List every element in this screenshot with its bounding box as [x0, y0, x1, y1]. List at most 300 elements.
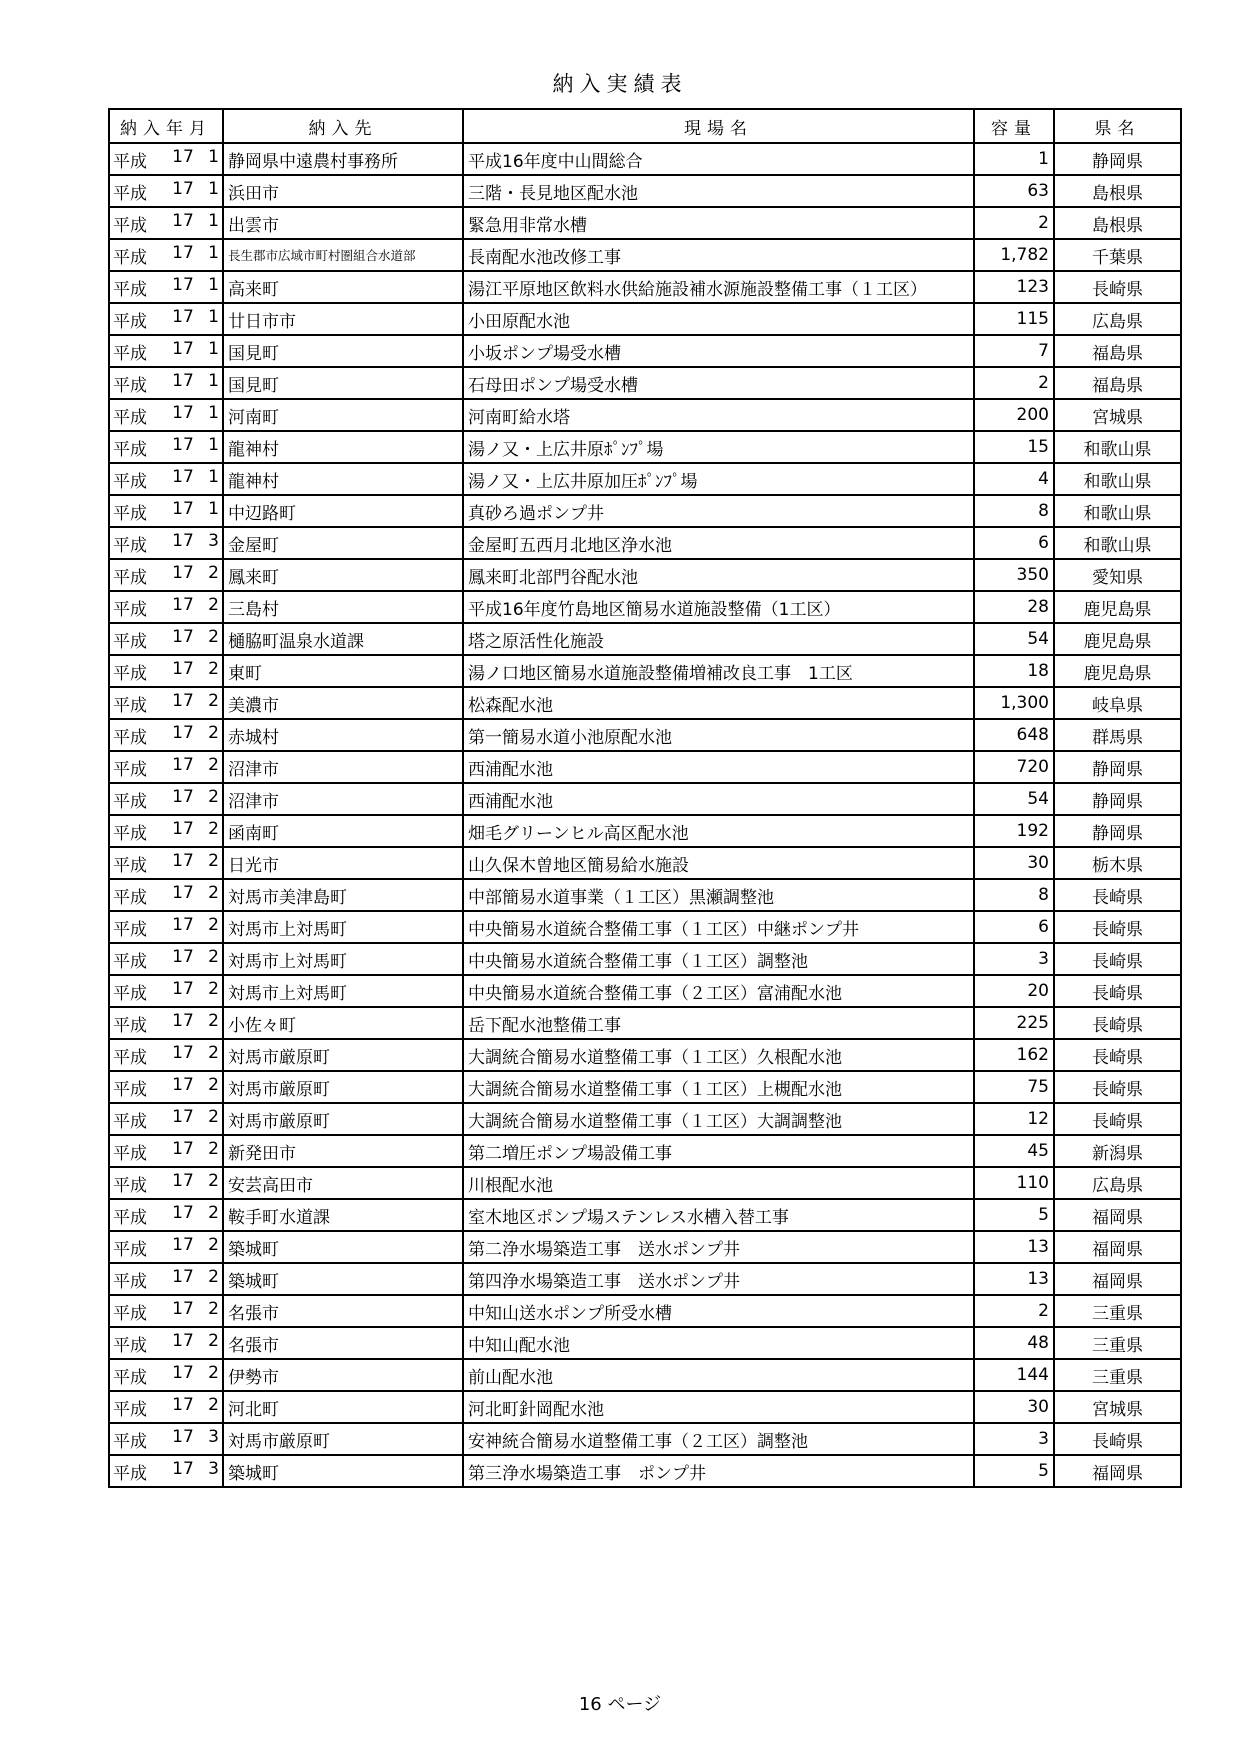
capacity-cell: 3	[974, 943, 1054, 975]
capacity-cell: 350	[974, 559, 1054, 591]
destination-cell: 三島村	[223, 591, 463, 623]
site-name-cell: 第一簡易水道小池原配水池	[463, 719, 974, 751]
site-name-cell: 三階・長見地区配水池	[463, 175, 974, 207]
header-site-name: 現場名	[463, 109, 974, 143]
year-value: 17	[172, 626, 194, 647]
site-name-cell: 中央簡易水道統合整備工事（２工区）富浦配水池	[463, 975, 974, 1007]
prefecture-cell: 三重県	[1054, 1295, 1181, 1327]
month-value: 2	[208, 1010, 219, 1031]
capacity-cell: 162	[974, 1039, 1054, 1071]
prefecture-cell: 愛知県	[1054, 559, 1181, 591]
prefecture-cell: 長崎県	[1054, 1423, 1181, 1455]
year-value: 17	[172, 946, 194, 967]
year-value: 17	[172, 1298, 194, 1319]
month-value: 1	[208, 434, 219, 455]
site-name-cell: 平成16年度竹島地区簡易水道施設整備（1工区）	[463, 591, 974, 623]
year-value: 17	[172, 178, 194, 199]
delivery-date-cell	[109, 655, 223, 687]
prefecture-cell: 鹿児島県	[1054, 655, 1181, 687]
era-label: 平成	[113, 887, 147, 908]
table-row	[109, 303, 1181, 335]
table-row	[109, 751, 1181, 783]
year-value: 17	[172, 1010, 194, 1031]
era-label: 平成	[113, 1367, 147, 1388]
era-label: 平成	[113, 567, 147, 588]
destination-cell: 沼津市	[223, 783, 463, 815]
year-value: 17	[172, 1074, 194, 1095]
year-value: 17	[172, 786, 194, 807]
delivery-date-cell	[109, 815, 223, 847]
era-label: 平成	[113, 1111, 147, 1132]
destination-cell: 新発田市	[223, 1135, 463, 1167]
era-label: 平成	[113, 471, 147, 492]
site-name-cell: 湯ノ口地区簡易水道施設整備増補改良工事 1工区	[463, 655, 974, 687]
prefecture-cell: 長崎県	[1054, 1103, 1181, 1135]
table-row	[109, 335, 1181, 367]
site-name-cell: 小田原配水池	[463, 303, 974, 335]
document-title: 納入実績表	[552, 72, 688, 96]
month-value: 2	[208, 754, 219, 775]
site-name-cell: 鳳来町北部門谷配水池	[463, 559, 974, 591]
year-value: 17	[172, 274, 194, 295]
era-label: 平成	[113, 375, 147, 396]
delivery-date-cell	[109, 527, 223, 559]
capacity-cell: 648	[974, 719, 1054, 751]
capacity-cell: 54	[974, 623, 1054, 655]
site-name-cell: 安神統合簡易水道整備工事（２工区）調整池	[463, 1423, 974, 1455]
prefecture-cell: 長崎県	[1054, 1039, 1181, 1071]
month-value: 1	[208, 306, 219, 327]
prefecture-cell: 三重県	[1054, 1327, 1181, 1359]
delivery-date-cell	[109, 1263, 223, 1295]
site-name-cell: 石母田ポンプ場受水槽	[463, 367, 974, 399]
delivery-date-cell	[109, 623, 223, 655]
table-row	[109, 463, 1181, 495]
year-value: 17	[172, 306, 194, 327]
table-row	[109, 399, 1181, 431]
destination-cell: 築城町	[223, 1455, 463, 1487]
month-value: 2	[208, 914, 219, 935]
destination-cell: 対馬市上対馬町	[223, 943, 463, 975]
site-name-cell: 平成16年度中山間総合	[463, 143, 974, 175]
destination-cell: 築城町	[223, 1231, 463, 1263]
table-row	[109, 847, 1181, 879]
era-label: 平成	[113, 631, 147, 652]
table-row	[109, 1423, 1181, 1455]
capacity-cell: 5	[974, 1455, 1054, 1487]
month-value: 2	[208, 978, 219, 999]
destination-cell: 龍神村	[223, 431, 463, 463]
delivery-date-cell	[109, 431, 223, 463]
prefecture-cell: 静岡県	[1054, 783, 1181, 815]
prefecture-cell: 島根県	[1054, 207, 1181, 239]
capacity-cell: 6	[974, 911, 1054, 943]
month-value: 1	[208, 242, 219, 263]
era-label: 平成	[113, 1335, 147, 1356]
era-label: 平成	[113, 1463, 147, 1484]
era-label: 平成	[113, 951, 147, 972]
page-number: 16 ページ	[578, 1694, 662, 1715]
era-label: 平成	[113, 1271, 147, 1292]
header-delivery-destination: 納入先	[223, 109, 463, 143]
capacity-cell: 30	[974, 1391, 1054, 1423]
month-value: 1	[208, 338, 219, 359]
site-name-cell: 中央簡易水道統合整備工事（１工区）調整池	[463, 943, 974, 975]
year-value: 17	[172, 690, 194, 711]
destination-cell: 東町	[223, 655, 463, 687]
month-value: 2	[208, 594, 219, 615]
month-value: 2	[208, 626, 219, 647]
year-value: 17	[172, 1426, 194, 1447]
year-value: 17	[172, 850, 194, 871]
year-value: 17	[172, 1394, 194, 1415]
delivery-date-cell	[109, 143, 223, 175]
era-label: 平成	[113, 1239, 147, 1260]
year-value: 17	[172, 466, 194, 487]
prefecture-cell: 島根県	[1054, 175, 1181, 207]
site-name-cell: 中部簡易水道事業（１工区）黒瀬調整池	[463, 879, 974, 911]
month-value: 3	[208, 530, 219, 551]
table-row	[109, 783, 1181, 815]
month-value: 2	[208, 786, 219, 807]
prefecture-cell: 和歌山県	[1054, 495, 1181, 527]
month-value: 2	[208, 1266, 219, 1287]
site-name-cell: 塔之原活性化施設	[463, 623, 974, 655]
destination-cell: 中辺路町	[223, 495, 463, 527]
prefecture-cell: 岐阜県	[1054, 687, 1181, 719]
year-value: 17	[172, 1330, 194, 1351]
destination-cell: 鞍手町水道課	[223, 1199, 463, 1231]
year-value: 17	[172, 370, 194, 391]
era-label: 平成	[113, 503, 147, 524]
era-label: 平成	[113, 1207, 147, 1228]
table-row	[109, 1199, 1181, 1231]
delivery-record-table	[108, 108, 1182, 1488]
table-row	[109, 815, 1181, 847]
destination-cell: 函南町	[223, 815, 463, 847]
year-value: 17	[172, 914, 194, 935]
month-value: 2	[208, 1330, 219, 1351]
year-value: 17	[172, 1362, 194, 1383]
month-value: 2	[208, 1298, 219, 1319]
prefecture-cell: 福岡県	[1054, 1263, 1181, 1295]
destination-cell: 鳳来町	[223, 559, 463, 591]
table-row	[109, 1359, 1181, 1391]
prefecture-cell: 静岡県	[1054, 751, 1181, 783]
year-value: 17	[172, 498, 194, 519]
prefecture-cell: 長崎県	[1054, 1071, 1181, 1103]
month-value: 1	[208, 210, 219, 231]
delivery-date-cell	[109, 591, 223, 623]
prefecture-cell: 長崎県	[1054, 1007, 1181, 1039]
era-label: 平成	[113, 1047, 147, 1068]
table-row	[109, 207, 1181, 239]
month-value: 2	[208, 1138, 219, 1159]
capacity-cell: 12	[974, 1103, 1054, 1135]
table-row	[109, 559, 1181, 591]
table-row	[109, 175, 1181, 207]
table-row	[109, 495, 1181, 527]
destination-cell: 名張市	[223, 1295, 463, 1327]
capacity-cell: 6	[974, 527, 1054, 559]
destination-cell: 国見町	[223, 335, 463, 367]
delivery-date-cell	[109, 367, 223, 399]
destination-cell: 龍神村	[223, 463, 463, 495]
era-label: 平成	[113, 247, 147, 268]
delivery-date-cell	[109, 1231, 223, 1263]
era-label: 平成	[113, 1015, 147, 1036]
month-value: 1	[208, 498, 219, 519]
delivery-date-cell	[109, 943, 223, 975]
year-value: 17	[172, 1138, 194, 1159]
prefecture-cell: 福島県	[1054, 367, 1181, 399]
prefecture-cell: 長崎県	[1054, 879, 1181, 911]
delivery-date-cell	[109, 1135, 223, 1167]
destination-cell: 対馬市厳原町	[223, 1423, 463, 1455]
capacity-cell: 5	[974, 1199, 1054, 1231]
prefecture-cell: 鹿児島県	[1054, 623, 1181, 655]
site-name-cell: 大調統合簡易水道整備工事（１工区）久根配水池	[463, 1039, 974, 1071]
site-name-cell: 大調統合簡易水道整備工事（１工区）上槻配水池	[463, 1071, 974, 1103]
destination-cell: 河北町	[223, 1391, 463, 1423]
destination-cell: 浜田市	[223, 175, 463, 207]
era-label: 平成	[113, 791, 147, 812]
prefecture-cell: 栃木県	[1054, 847, 1181, 879]
destination-cell: 築城町	[223, 1263, 463, 1295]
month-value: 2	[208, 882, 219, 903]
year-value: 17	[172, 978, 194, 999]
table-row	[109, 1455, 1181, 1487]
site-name-cell: 室木地区ポンプ場ステンレス水槽入替工事	[463, 1199, 974, 1231]
era-label: 平成	[113, 1303, 147, 1324]
delivery-date-cell	[109, 271, 223, 303]
delivery-date-cell	[109, 559, 223, 591]
era-label: 平成	[113, 855, 147, 876]
destination-cell: 沼津市	[223, 751, 463, 783]
delivery-date-cell	[109, 911, 223, 943]
era-label: 平成	[113, 215, 147, 236]
site-name-cell: 第二浄水場築造工事 送水ポンプ井	[463, 1231, 974, 1263]
table-row	[109, 1231, 1181, 1263]
site-name-cell: 大調統合簡易水道整備工事（１工区）大調調整池	[463, 1103, 974, 1135]
destination-cell: 名張市	[223, 1327, 463, 1359]
month-value: 2	[208, 690, 219, 711]
era-label: 平成	[113, 727, 147, 748]
capacity-cell: 13	[974, 1231, 1054, 1263]
destination-cell: 美濃市	[223, 687, 463, 719]
destination-cell: 出雲市	[223, 207, 463, 239]
month-value: 2	[208, 1042, 219, 1063]
destination-cell: 樋脇町温泉水道課	[223, 623, 463, 655]
year-value: 17	[172, 1234, 194, 1255]
destination-cell: 河南町	[223, 399, 463, 431]
destination-cell: 日光市	[223, 847, 463, 879]
capacity-cell: 18	[974, 655, 1054, 687]
year-value: 17	[172, 722, 194, 743]
year-value: 17	[172, 146, 194, 167]
era-label: 平成	[113, 599, 147, 620]
capacity-cell: 110	[974, 1167, 1054, 1199]
prefecture-cell: 静岡県	[1054, 143, 1181, 175]
era-label: 平成	[113, 663, 147, 684]
destination-cell: 金屋町	[223, 527, 463, 559]
prefecture-cell: 広島県	[1054, 303, 1181, 335]
month-value: 1	[208, 274, 219, 295]
month-value: 2	[208, 722, 219, 743]
era-label: 平成	[113, 1143, 147, 1164]
site-name-cell: 西浦配水池	[463, 783, 974, 815]
capacity-cell: 48	[974, 1327, 1054, 1359]
table-row	[109, 367, 1181, 399]
prefecture-cell: 宮城県	[1054, 399, 1181, 431]
table-row	[109, 687, 1181, 719]
month-value: 1	[208, 466, 219, 487]
site-name-cell: 河南町給水塔	[463, 399, 974, 431]
year-value: 17	[172, 1042, 194, 1063]
month-value: 2	[208, 1202, 219, 1223]
year-value: 17	[172, 594, 194, 615]
capacity-cell: 7	[974, 335, 1054, 367]
table-row	[109, 719, 1181, 751]
prefecture-cell: 和歌山県	[1054, 431, 1181, 463]
delivery-date-cell	[109, 1391, 223, 1423]
destination-cell: 伊勢市	[223, 1359, 463, 1391]
prefecture-cell: 長崎県	[1054, 975, 1181, 1007]
year-value: 17	[172, 1202, 194, 1223]
site-name-cell: 湯ノ又・上広井原ﾎﾟﾝﾌﾟ場	[463, 431, 974, 463]
capacity-cell: 1,300	[974, 687, 1054, 719]
prefecture-cell: 三重県	[1054, 1359, 1181, 1391]
year-value: 17	[172, 754, 194, 775]
prefecture-cell: 福岡県	[1054, 1455, 1181, 1487]
destination-cell: 対馬市上対馬町	[223, 911, 463, 943]
prefecture-cell: 新潟県	[1054, 1135, 1181, 1167]
table-row	[109, 1071, 1181, 1103]
capacity-cell: 2	[974, 367, 1054, 399]
destination-cell: 廿日市市	[223, 303, 463, 335]
site-name-cell: 第二増圧ポンプ場設備工事	[463, 1135, 974, 1167]
capacity-cell: 123	[974, 271, 1054, 303]
era-label: 平成	[113, 439, 147, 460]
delivery-date-cell	[109, 1455, 223, 1487]
header-delivery-date: 納入年月	[109, 109, 223, 143]
prefecture-cell: 鹿児島県	[1054, 591, 1181, 623]
table-row	[109, 431, 1181, 463]
capacity-cell: 20	[974, 975, 1054, 1007]
month-value: 2	[208, 658, 219, 679]
year-value: 17	[172, 1458, 194, 1479]
site-name-cell: 金屋町五西月北地区浄水池	[463, 527, 974, 559]
capacity-cell: 3	[974, 1423, 1054, 1455]
destination-cell: 対馬市美津島町	[223, 879, 463, 911]
destination-cell: 赤城村	[223, 719, 463, 751]
year-value: 17	[172, 658, 194, 679]
capacity-cell: 8	[974, 879, 1054, 911]
era-label: 平成	[113, 183, 147, 204]
capacity-cell: 144	[974, 1359, 1054, 1391]
delivery-date-cell	[109, 463, 223, 495]
table-row	[109, 943, 1181, 975]
month-value: 2	[208, 1170, 219, 1191]
delivery-date-cell	[109, 1327, 223, 1359]
site-name-cell: 松森配水池	[463, 687, 974, 719]
era-label: 平成	[113, 1431, 147, 1452]
table-row	[109, 239, 1181, 271]
capacity-cell: 28	[974, 591, 1054, 623]
year-value: 17	[172, 210, 194, 231]
delivery-date-cell	[109, 751, 223, 783]
delivery-date-cell	[109, 879, 223, 911]
prefecture-cell: 和歌山県	[1054, 463, 1181, 495]
destination-cell: 静岡県中遠農村事務所	[223, 143, 463, 175]
year-value: 17	[172, 562, 194, 583]
year-value: 17	[172, 1106, 194, 1127]
prefecture-cell: 福島県	[1054, 335, 1181, 367]
year-value: 17	[172, 1170, 194, 1191]
table-row	[109, 1327, 1181, 1359]
year-value: 17	[172, 1266, 194, 1287]
delivery-date-cell	[109, 687, 223, 719]
site-name-cell: 湯江平原地区飲料水供給施設補水源施設整備工事（１工区）	[463, 271, 974, 303]
capacity-cell: 192	[974, 815, 1054, 847]
table-row	[109, 1039, 1181, 1071]
destination-cell: 対馬市厳原町	[223, 1103, 463, 1135]
capacity-cell: 2	[974, 1295, 1054, 1327]
prefecture-cell: 長崎県	[1054, 943, 1181, 975]
table-row	[109, 271, 1181, 303]
year-value: 17	[172, 242, 194, 263]
table-row	[109, 911, 1181, 943]
delivery-date-cell	[109, 335, 223, 367]
month-value: 2	[208, 1106, 219, 1127]
era-label: 平成	[113, 407, 147, 428]
era-label: 平成	[113, 919, 147, 940]
capacity-cell: 720	[974, 751, 1054, 783]
table-row	[109, 655, 1181, 687]
era-label: 平成	[113, 343, 147, 364]
destination-cell: 対馬市上対馬町	[223, 975, 463, 1007]
table-row	[109, 527, 1181, 559]
capacity-cell: 115	[974, 303, 1054, 335]
delivery-date-cell	[109, 847, 223, 879]
delivery-date-cell	[109, 1103, 223, 1135]
delivery-date-cell	[109, 1199, 223, 1231]
era-label: 平成	[113, 311, 147, 332]
capacity-cell: 30	[974, 847, 1054, 879]
era-label: 平成	[113, 1079, 147, 1100]
era-label: 平成	[113, 1399, 147, 1420]
table-row	[109, 623, 1181, 655]
month-value: 1	[208, 402, 219, 423]
site-name-cell: 中央簡易水道統合整備工事（１工区）中継ポンプ井	[463, 911, 974, 943]
table-row	[109, 1295, 1181, 1327]
capacity-cell: 200	[974, 399, 1054, 431]
prefecture-cell: 静岡県	[1054, 815, 1181, 847]
capacity-cell: 75	[974, 1071, 1054, 1103]
year-value: 17	[172, 434, 194, 455]
era-label: 平成	[113, 151, 147, 172]
capacity-cell: 1	[974, 143, 1054, 175]
table-row	[109, 591, 1181, 623]
delivery-date-cell	[109, 1295, 223, 1327]
month-value: 1	[208, 178, 219, 199]
year-value: 17	[172, 882, 194, 903]
era-label: 平成	[113, 535, 147, 556]
capacity-cell: 45	[974, 1135, 1054, 1167]
table-row	[109, 1263, 1181, 1295]
month-value: 2	[208, 946, 219, 967]
header-prefecture: 県名	[1054, 109, 1181, 143]
